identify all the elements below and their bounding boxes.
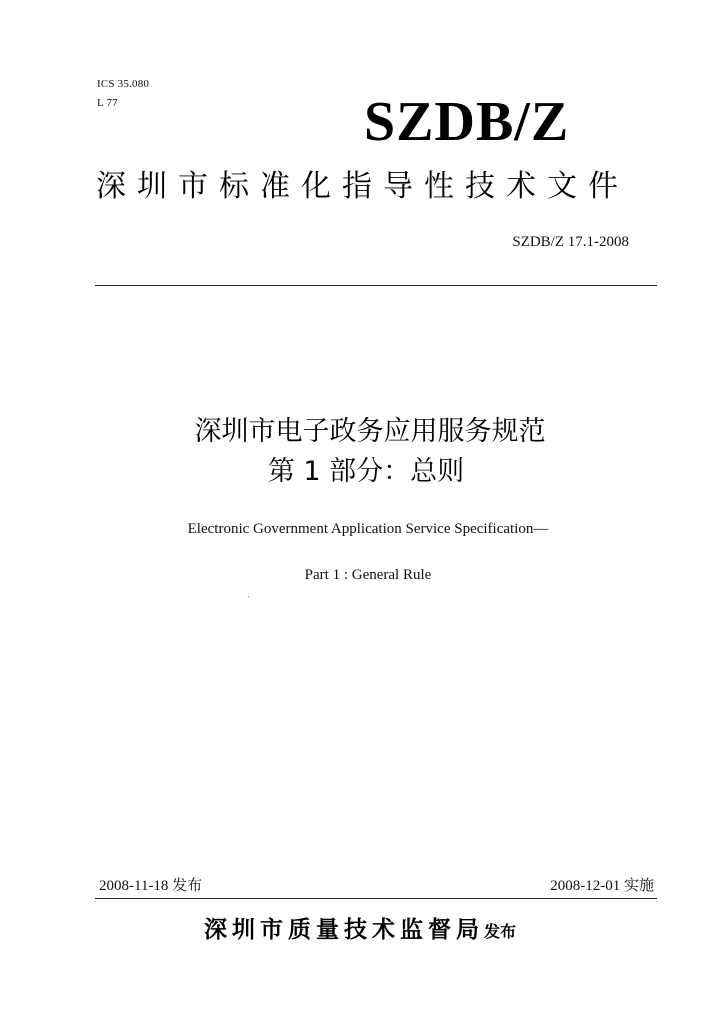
issuer-name: 深圳市质量技术监督局 xyxy=(204,917,484,943)
title-zh-line2: 第 1 部分：总则 xyxy=(267,456,465,487)
header-divider xyxy=(95,285,657,286)
standard-logo: SZDB/Z xyxy=(364,91,570,153)
scan-speck xyxy=(248,596,249,597)
title-en-line1: Electronic Government Application Service Specification— xyxy=(187,521,549,537)
title-zh-line1: 深圳市电子政务应用服务规范 xyxy=(194,416,546,447)
ccs-code: L 77 xyxy=(97,97,118,109)
title-en-line2: Part 1 : General Rule xyxy=(304,567,432,583)
ics-code: ICS 35.080 xyxy=(97,78,150,90)
standard-number: SZDB/Z 17.1-2008 xyxy=(512,234,629,250)
footer-divider xyxy=(95,898,657,899)
implementation-date: 2008-12-01 实施 xyxy=(550,878,654,894)
issuer-suffix: 发布 xyxy=(484,922,517,941)
issue-date: 2008-11-18 发布 xyxy=(99,878,203,894)
issuer xyxy=(204,913,516,949)
document-type: 深圳市标准化指导性技术文件 xyxy=(96,169,629,204)
